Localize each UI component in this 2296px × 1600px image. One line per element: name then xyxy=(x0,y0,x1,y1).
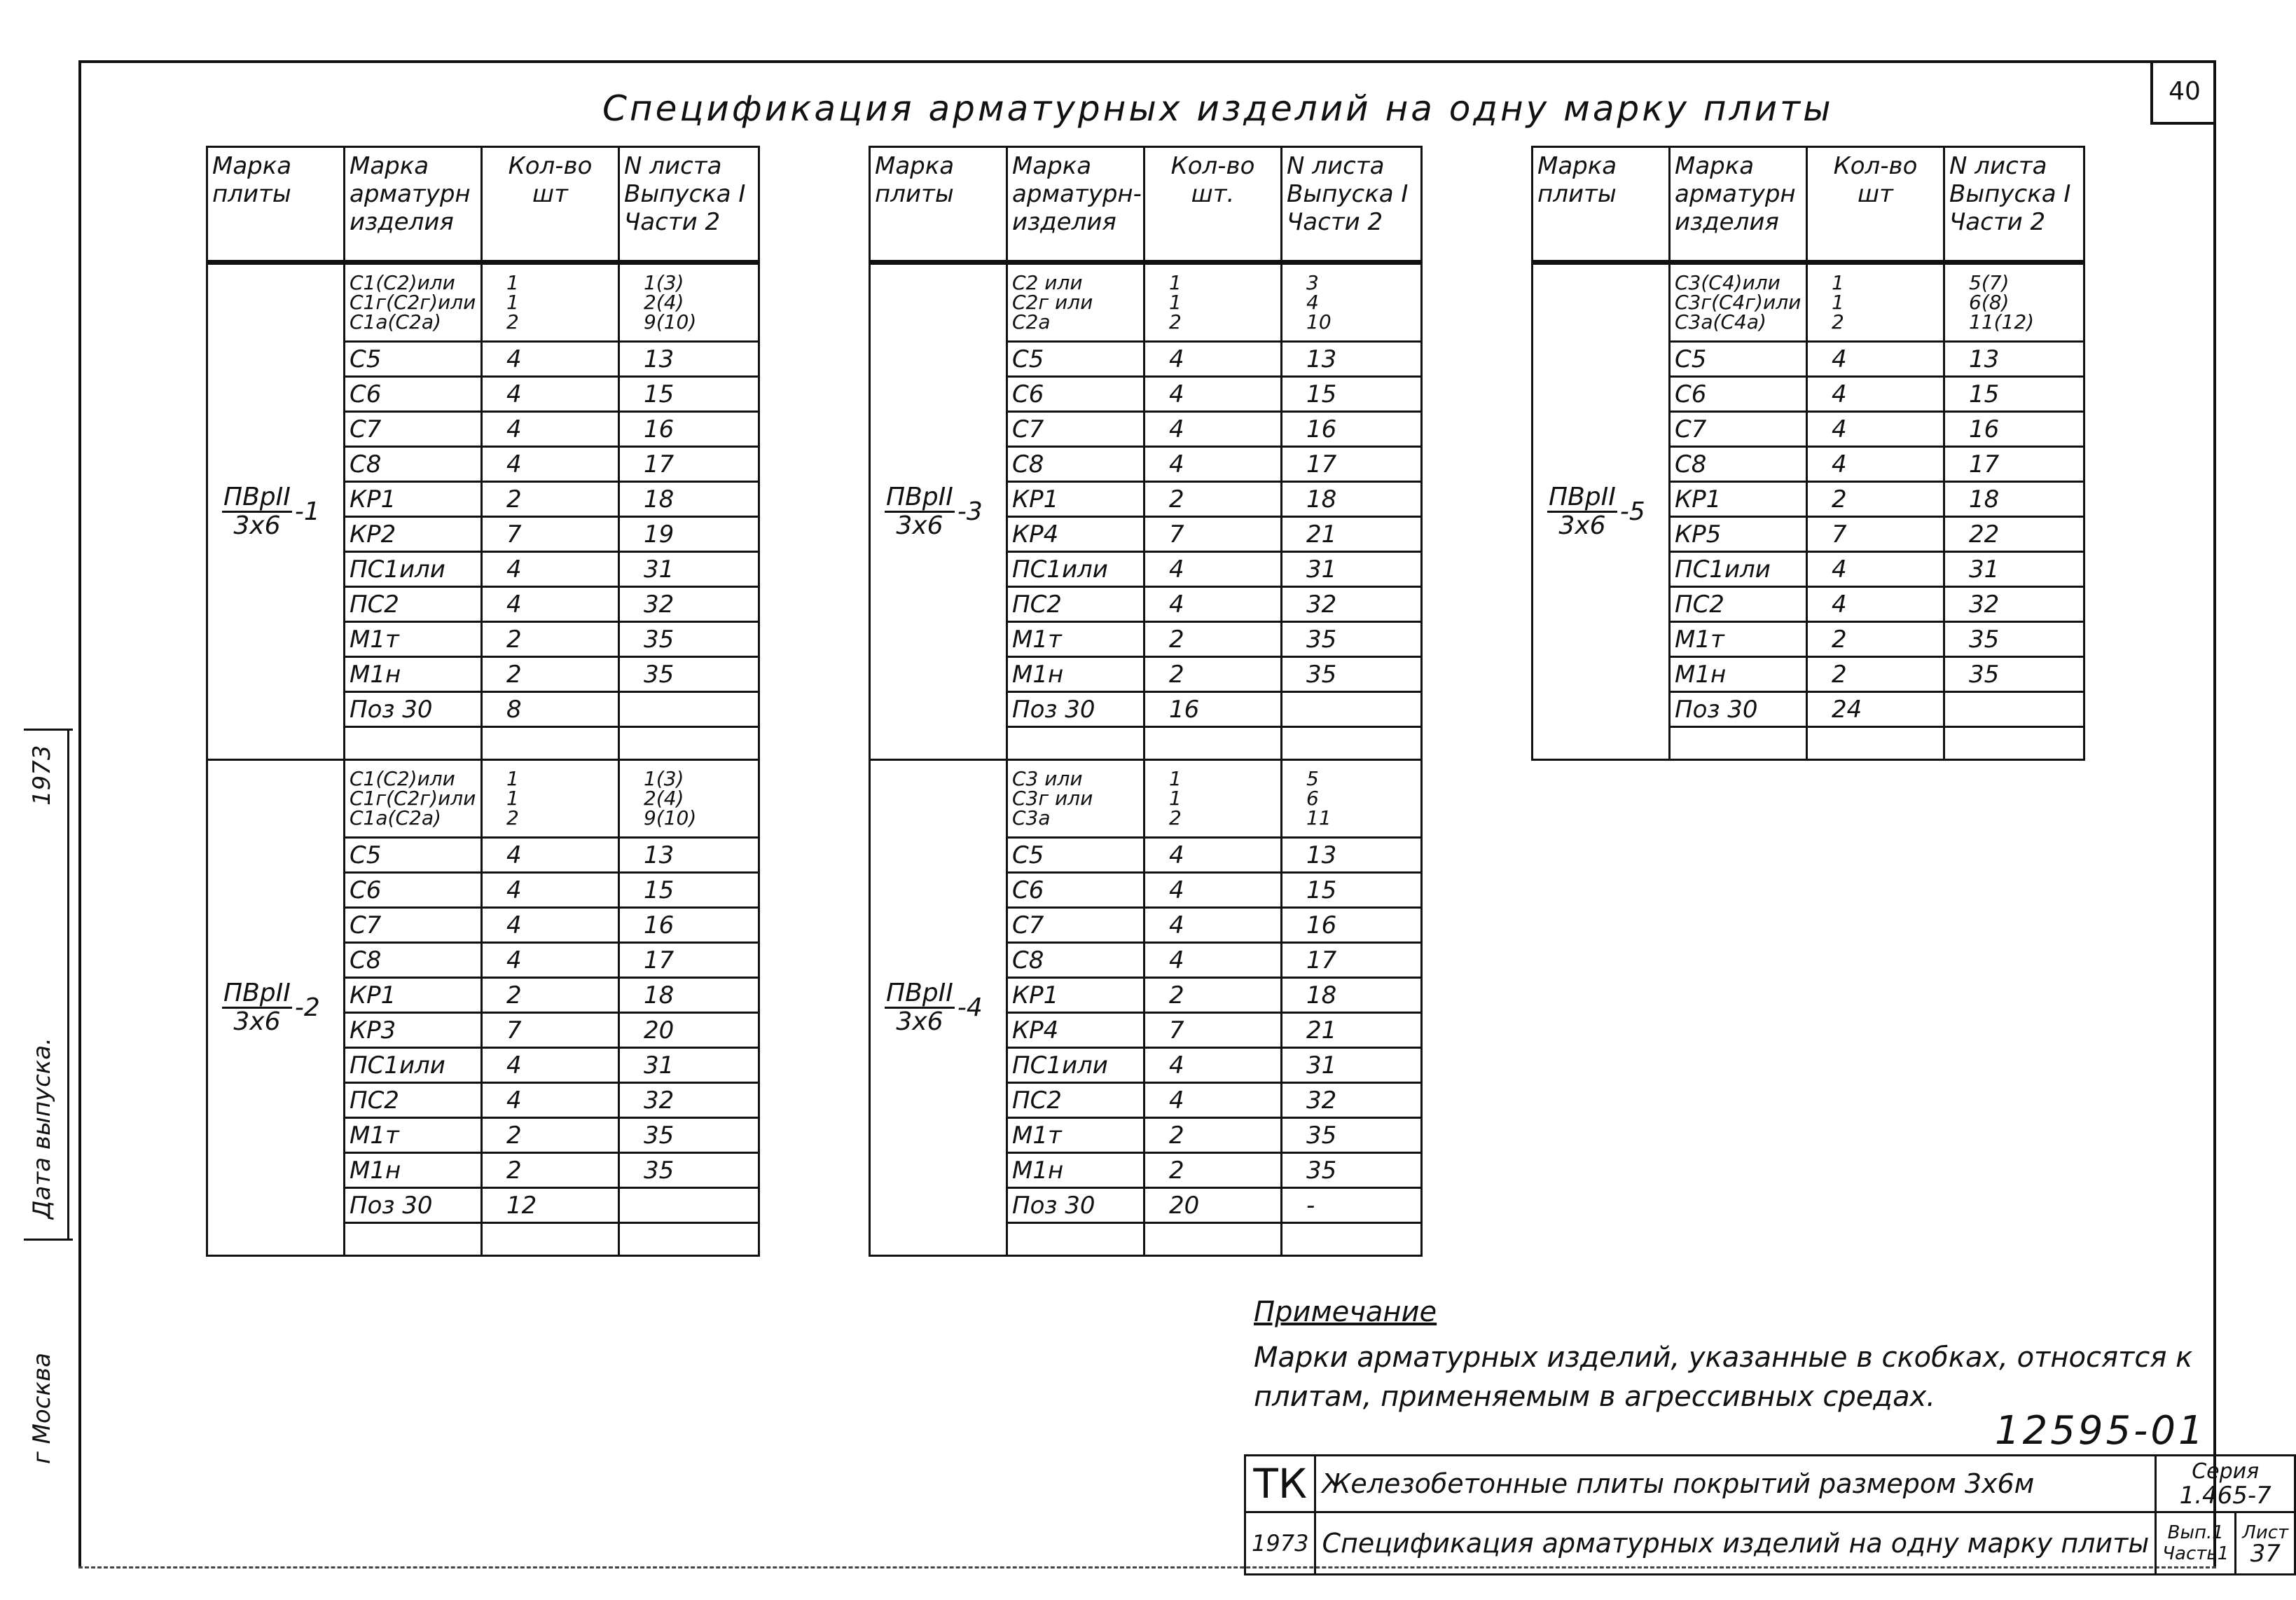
quantity-cell: 4 xyxy=(1144,587,1282,622)
plate-mark-suffix: -4 xyxy=(957,993,983,1022)
item-mark-cell: КР1 xyxy=(345,978,482,1013)
title-block-org: ТК xyxy=(1245,1456,1315,1512)
sheet-ref-cell: 15 xyxy=(1282,377,1422,412)
item-mark-cell: КР3 xyxy=(345,1013,482,1048)
sheet-ref-cell: 5 6 11 xyxy=(1282,760,1422,838)
quantity-cell: 2 xyxy=(1807,482,1944,517)
title-block-product: Железобетонные плиты покрытий размером 3х6м xyxy=(1315,1456,2156,1512)
item-mark-cell: С8 xyxy=(1670,447,1807,482)
item-mark-cell: С1(С2)или С1г(С2г)или С1а(С2а) xyxy=(345,263,482,342)
sheet-ref-cell xyxy=(619,727,759,760)
sheet-ref-cell: 35 xyxy=(619,1153,759,1188)
sheet-ref-cell: 13 xyxy=(1282,838,1422,873)
item-mark-cell: М1т xyxy=(345,1118,482,1153)
quantity-cell: 4 xyxy=(1807,447,1944,482)
sheet-ref-cell: 18 xyxy=(619,978,759,1013)
plate-mark-fraction xyxy=(222,484,292,539)
sheet-ref-cell: 35 xyxy=(619,1118,759,1153)
sheet-label: Лист xyxy=(2242,1522,2289,1543)
item-mark-cell: ПС2 xyxy=(1007,1083,1144,1118)
item-mark-cell: С8 xyxy=(1007,943,1144,978)
quantity-cell: 7 xyxy=(482,517,619,552)
table-row xyxy=(870,263,1422,342)
item-mark-cell: С7 xyxy=(1007,908,1144,943)
item-mark-cell: М1т xyxy=(345,622,482,657)
title-block-issue xyxy=(2156,1512,2236,1575)
item-mark-cell: КР1 xyxy=(1007,482,1144,517)
item-mark-header: Марка арматурн изделия xyxy=(1670,147,1807,263)
sheet-ref-cell: 16 xyxy=(1282,908,1422,943)
sheet-ref-cell: 16 xyxy=(1282,412,1422,447)
sheet-ref-cell: 35 xyxy=(1282,657,1422,692)
quantity-cell: 4 xyxy=(482,412,619,447)
quantity-cell: 2 xyxy=(1144,1153,1282,1188)
sheet-ref-cell: 20 xyxy=(619,1013,759,1048)
item-mark-cell: ПС2 xyxy=(1007,587,1144,622)
item-mark-cell: М1н xyxy=(1007,1153,1144,1188)
item-mark-cell: С7 xyxy=(1670,412,1807,447)
item-mark-cell: С8 xyxy=(1007,447,1144,482)
item-mark-cell: Поз 30 xyxy=(1670,692,1807,727)
quantity-cell: 4 xyxy=(1144,412,1282,447)
item-mark-cell: С6 xyxy=(345,873,482,908)
drawing-number: 12595-01 xyxy=(1995,1408,2206,1454)
side-stamp-divider-bottom xyxy=(24,1239,73,1241)
sheet-ref-header: N листа Выпуска I Части 2 xyxy=(619,147,759,263)
note-heading: Примечание xyxy=(1254,1296,1437,1328)
item-mark-cell: С5 xyxy=(345,342,482,377)
item-mark-cell xyxy=(1007,727,1144,760)
item-mark-cell: С5 xyxy=(345,838,482,873)
quantity-cell: 2 xyxy=(1144,622,1282,657)
series-label: Серия xyxy=(2192,1459,2260,1484)
quantity-cell: 2 xyxy=(482,978,619,1013)
quantity-cell: 4 xyxy=(1144,838,1282,873)
item-mark-cell: КР4 xyxy=(1007,1013,1144,1048)
quantity-cell: 4 xyxy=(1144,1083,1282,1118)
plate-mark-fraction xyxy=(885,484,955,539)
sheet-ref-cell: 13 xyxy=(1944,342,2084,377)
sheet-ref-cell: 32 xyxy=(1282,1083,1422,1118)
side-stamp-date-label: Дата выпуска. xyxy=(28,1037,56,1219)
item-mark-cell: С3(С4)или С3г(С4г)или С3а(С4а) xyxy=(1670,263,1807,342)
sheet-ref-cell: 15 xyxy=(1282,873,1422,908)
item-mark-cell: М1н xyxy=(1007,657,1144,692)
sheet-ref-cell: 32 xyxy=(1282,587,1422,622)
item-mark-cell: М1н xyxy=(345,657,482,692)
quantity-cell: 1 1 2 xyxy=(482,760,619,838)
quantity-cell: 7 xyxy=(482,1013,619,1048)
sheet-ref-cell: 22 xyxy=(1944,517,2084,552)
sheet-ref-cell xyxy=(1944,727,2084,760)
quantity-cell xyxy=(1807,727,1944,760)
quantity-cell: 7 xyxy=(1807,517,1944,552)
item-mark-cell: ПС2 xyxy=(345,1083,482,1118)
item-mark-cell: С8 xyxy=(345,943,482,978)
plate-mark-suffix: -2 xyxy=(294,993,320,1022)
spec-table-left xyxy=(206,146,760,1257)
quantity-cell: 16 xyxy=(1144,692,1282,727)
quantity-cell: 8 xyxy=(482,692,619,727)
side-stamp-divider-top xyxy=(24,729,73,731)
item-mark-cell: М1т xyxy=(1007,622,1144,657)
item-mark-cell: Поз 30 xyxy=(345,1188,482,1223)
sheet-ref-cell: 1(3) 2(4) 9(10) xyxy=(619,760,759,838)
item-mark-cell: Поз 30 xyxy=(345,692,482,727)
quantity-cell: 2 xyxy=(482,1153,619,1188)
sheet-ref-cell: 5(7) 6(8) 11(12) xyxy=(1944,263,2084,342)
sheet-ref-cell: 35 xyxy=(1282,1118,1422,1153)
item-mark-cell: С8 xyxy=(345,447,482,482)
quantity-cell: 4 xyxy=(1144,908,1282,943)
sheet-ref-cell: 32 xyxy=(619,587,759,622)
item-mark-cell: КР4 xyxy=(1007,517,1144,552)
item-mark-cell xyxy=(345,1223,482,1256)
sheet-ref-cell: 15 xyxy=(619,873,759,908)
sheet-ref-cell: 32 xyxy=(1944,587,2084,622)
quantity-cell: 20 xyxy=(1144,1188,1282,1223)
plate-mark-numerator: ПВрII xyxy=(1549,483,1616,511)
sheet-ref-cell: 13 xyxy=(619,342,759,377)
sheet-ref-cell: 31 xyxy=(619,1048,759,1083)
item-mark-cell: Поз 30 xyxy=(1007,1188,1144,1223)
quantity-cell: 4 xyxy=(482,908,619,943)
quantity-cell: 4 xyxy=(1144,342,1282,377)
sheet-ref-cell: 17 xyxy=(1282,447,1422,482)
table-row xyxy=(207,760,759,838)
quantity-cell: 12 xyxy=(482,1188,619,1223)
note-text: Марки арматурных изделий, указанные в скобках, относятся к плитам, применяемым в агрессивных средах. xyxy=(1254,1342,2193,1413)
plate-mark-cell xyxy=(1533,263,1670,760)
quantity-cell xyxy=(1144,727,1282,760)
sheet-value: 37 xyxy=(2250,1540,2281,1568)
quantity-cell: 4 xyxy=(1144,377,1282,412)
quantity-cell: 4 xyxy=(1144,943,1282,978)
sheet-ref-cell: 31 xyxy=(619,552,759,587)
item-mark-cell: КР2 xyxy=(345,517,482,552)
quantity-cell: 4 xyxy=(482,1048,619,1083)
item-mark-cell: С6 xyxy=(1670,377,1807,412)
quantity-cell: 2 xyxy=(482,622,619,657)
quantity-cell: 1 1 2 xyxy=(1144,760,1282,838)
item-mark-cell: М1н xyxy=(345,1153,482,1188)
spec-table-right xyxy=(1531,146,2085,761)
sheet-ref-header: N листа Выпуска I Части 2 xyxy=(1944,147,2084,263)
item-mark-cell xyxy=(345,727,482,760)
title-block-series xyxy=(2156,1456,2295,1512)
item-mark-cell: КР1 xyxy=(345,482,482,517)
plate-mark-header: Марка плиты xyxy=(1533,147,1670,263)
item-mark-cell: С7 xyxy=(345,908,482,943)
item-mark-cell: ПС1или xyxy=(345,1048,482,1083)
sheet-ref-cell: 17 xyxy=(1282,943,1422,978)
item-mark-cell: ПС1или xyxy=(1670,552,1807,587)
item-mark-cell: С7 xyxy=(1007,412,1144,447)
item-mark-cell: ПС2 xyxy=(345,587,482,622)
sheet-ref-cell: 35 xyxy=(1944,657,2084,692)
sheet-ref-cell: 18 xyxy=(1282,978,1422,1013)
sheet-ref-cell: 15 xyxy=(1944,377,2084,412)
sheet-ref-cell: 3 4 10 xyxy=(1282,263,1422,342)
sheet-ref-cell xyxy=(619,1188,759,1223)
quantity-cell: 4 xyxy=(1807,552,1944,587)
sheet-ref-cell: 21 xyxy=(1282,1013,1422,1048)
sheet-ref-cell: 21 xyxy=(1282,517,1422,552)
quantity-cell: 1 1 2 xyxy=(1144,263,1282,342)
quantity-cell: 4 xyxy=(482,587,619,622)
item-mark-cell: М1н xyxy=(1670,657,1807,692)
quantity-cell: 2 xyxy=(482,657,619,692)
quantity-cell: 24 xyxy=(1807,692,1944,727)
part-label: Часть1 xyxy=(2162,1543,2229,1564)
sheet-ref-cell xyxy=(619,692,759,727)
quantity-cell: 4 xyxy=(1807,377,1944,412)
sheet-ref-cell: 13 xyxy=(619,838,759,873)
sheet-ref-cell: 13 xyxy=(1282,342,1422,377)
quantity-cell xyxy=(482,727,619,760)
quantity-cell: 4 xyxy=(482,943,619,978)
plate-mark-denominator: 3x6 xyxy=(233,1007,281,1036)
quantity-cell: 4 xyxy=(1807,587,1944,622)
sheet-ref-cell: 19 xyxy=(619,517,759,552)
note-block xyxy=(1254,1296,2234,1416)
sheet-ref-cell: 31 xyxy=(1944,552,2084,587)
quantity-cell: 2 xyxy=(1144,482,1282,517)
quantity-cell: 2 xyxy=(482,1118,619,1153)
quantity-cell: 4 xyxy=(482,552,619,587)
item-mark-cell: С6 xyxy=(345,377,482,412)
item-mark-header: Марка арматурн изделия xyxy=(345,147,482,263)
quantity-cell: 4 xyxy=(1144,552,1282,587)
plate-mark-numerator: ПВрII xyxy=(886,979,953,1007)
quantity-cell: 7 xyxy=(1144,1013,1282,1048)
item-mark-cell xyxy=(1007,1223,1144,1256)
sheet-ref-cell: 32 xyxy=(619,1083,759,1118)
sheet-ref-cell: - xyxy=(1282,1188,1422,1223)
quantity-cell: 2 xyxy=(1807,622,1944,657)
item-mark-cell: ПС1или xyxy=(1007,1048,1144,1083)
item-mark-cell: М1т xyxy=(1670,622,1807,657)
quantity-cell: 4 xyxy=(1807,412,1944,447)
quantity-cell xyxy=(482,1223,619,1256)
sheet-ref-cell: 17 xyxy=(619,943,759,978)
item-mark-cell: С5 xyxy=(1670,342,1807,377)
plate-mark-header: Марка плиты xyxy=(207,147,345,263)
item-mark-cell: ПС1или xyxy=(1007,552,1144,587)
side-stamp-year: 1973 xyxy=(28,745,56,806)
plate-mark-suffix: -3 xyxy=(957,497,983,526)
plate-mark-cell xyxy=(207,263,345,760)
quantity-cell: 1 1 2 xyxy=(1807,263,1944,342)
quantity-cell: 2 xyxy=(1144,657,1282,692)
item-mark-cell: КР1 xyxy=(1007,978,1144,1013)
sheet-ref-cell: 16 xyxy=(1944,412,2084,447)
quantity-cell: 4 xyxy=(482,1083,619,1118)
plate-mark-denominator: 3x6 xyxy=(896,1007,943,1036)
item-mark-cell: С2 или С2г или С2а xyxy=(1007,263,1144,342)
item-mark-cell: С7 xyxy=(345,412,482,447)
item-mark-cell: М1т xyxy=(1007,1118,1144,1153)
plate-mark-numerator: ПВрII xyxy=(223,979,291,1007)
page-number: 40 xyxy=(2150,60,2216,125)
quantity-cell: 2 xyxy=(1807,657,1944,692)
title-block-sheet xyxy=(2236,1512,2295,1575)
sheet-ref-cell: 35 xyxy=(619,622,759,657)
item-mark-cell: Поз 30 xyxy=(1007,692,1144,727)
sheet-ref-cell xyxy=(619,1223,759,1256)
quantity-cell: 4 xyxy=(1144,1048,1282,1083)
quantity-header: Кол-во шт xyxy=(1807,147,1944,263)
quantity-header: Кол-во шт. xyxy=(1144,147,1282,263)
quantity-cell: 4 xyxy=(482,873,619,908)
item-mark-cell: КР1 xyxy=(1670,482,1807,517)
side-stamp-city: г Москва xyxy=(28,1353,56,1464)
issue-label: Вып.1 xyxy=(2167,1522,2224,1543)
quantity-cell: 2 xyxy=(1144,978,1282,1013)
quantity-cell xyxy=(1144,1223,1282,1256)
item-mark-cell: С3 или С3г или С3а xyxy=(1007,760,1144,838)
title-block xyxy=(1244,1454,2296,1575)
sheet-ref-cell: 18 xyxy=(1282,482,1422,517)
plate-mark-suffix: -1 xyxy=(294,497,320,526)
table-row xyxy=(207,263,759,342)
quantity-cell: 1 1 2 xyxy=(482,263,619,342)
quantity-header: Кол-во шт xyxy=(482,147,619,263)
sheet-ref-cell: 35 xyxy=(619,657,759,692)
sheet-ref-cell: 17 xyxy=(1944,447,2084,482)
sheet-ref-cell: 15 xyxy=(619,377,759,412)
sheet-ref-cell xyxy=(1944,692,2084,727)
item-mark-cell xyxy=(1670,727,1807,760)
plate-mark-cell xyxy=(207,760,345,1256)
plate-mark-numerator: ПВрII xyxy=(886,483,953,511)
quantity-cell: 4 xyxy=(482,377,619,412)
item-mark-cell: КР5 xyxy=(1670,517,1807,552)
sheet-ref-cell: 35 xyxy=(1282,622,1422,657)
quantity-cell: 4 xyxy=(1807,342,1944,377)
plate-mark-cell xyxy=(870,263,1007,760)
quantity-cell: 7 xyxy=(1144,517,1282,552)
plate-mark-denominator: 3x6 xyxy=(896,511,943,540)
sheet-ref-cell: 31 xyxy=(1282,1048,1422,1083)
sheet-ref-cell: 16 xyxy=(619,412,759,447)
plate-mark-fraction xyxy=(885,980,955,1035)
plate-mark-fraction xyxy=(1547,484,1617,539)
sheet-ref-header: N листа Выпуска I Части 2 xyxy=(1282,147,1422,263)
item-mark-header: Марка арматурн- изделия xyxy=(1007,147,1144,263)
quantity-cell: 2 xyxy=(1144,1118,1282,1153)
plate-mark-suffix: -5 xyxy=(1619,497,1645,526)
plate-mark-numerator: ПВрII xyxy=(223,483,291,511)
series-value: 1.465-7 xyxy=(2179,1482,2271,1510)
sheet-ref-cell: 1(3) 2(4) 9(10) xyxy=(619,263,759,342)
sheet-ref-cell: 18 xyxy=(619,482,759,517)
plate-mark-header: Марка плиты xyxy=(870,147,1007,263)
quantity-cell: 4 xyxy=(1144,447,1282,482)
title-block-year: 1973 xyxy=(1245,1512,1315,1575)
quantity-cell: 4 xyxy=(482,838,619,873)
sheet-ref-cell xyxy=(1282,727,1422,760)
sheet-ref-cell: 35 xyxy=(1944,622,2084,657)
sheet-ref-cell xyxy=(1282,692,1422,727)
item-mark-cell: С5 xyxy=(1007,342,1144,377)
plate-mark-denominator: 3x6 xyxy=(233,511,281,540)
side-stamp-line xyxy=(67,729,69,1240)
quantity-cell: 2 xyxy=(482,482,619,517)
sheet-ref-cell: 17 xyxy=(619,447,759,482)
item-mark-cell: С6 xyxy=(1007,377,1144,412)
sheet-title: Спецификация арматурных изделий на одну марку плиты xyxy=(602,88,1834,129)
plate-mark-fraction xyxy=(222,980,292,1035)
plate-mark-cell xyxy=(870,760,1007,1256)
item-mark-cell: ПС2 xyxy=(1670,587,1807,622)
quantity-cell: 4 xyxy=(482,342,619,377)
plate-mark-denominator: 3x6 xyxy=(1558,511,1606,540)
sheet-ref-cell xyxy=(1282,1223,1422,1256)
quantity-cell: 4 xyxy=(482,447,619,482)
sheet-ref-cell: 16 xyxy=(619,908,759,943)
sheet-ref-cell: 18 xyxy=(1944,482,2084,517)
spec-table-middle xyxy=(869,146,1423,1257)
table-row xyxy=(1533,263,2084,342)
item-mark-cell: С6 xyxy=(1007,873,1144,908)
sheet-ref-cell: 35 xyxy=(1282,1153,1422,1188)
title-block-sheet-name: Спецификация арматурных изделий на одну марку плиты xyxy=(1315,1512,2156,1575)
item-mark-cell: С1(С2)или С1г(С2г)или С1а(С2а) xyxy=(345,760,482,838)
table-row xyxy=(870,760,1422,838)
quantity-cell: 4 xyxy=(1144,873,1282,908)
item-mark-cell: ПС1или xyxy=(345,552,482,587)
sheet-ref-cell: 31 xyxy=(1282,552,1422,587)
item-mark-cell: С5 xyxy=(1007,838,1144,873)
